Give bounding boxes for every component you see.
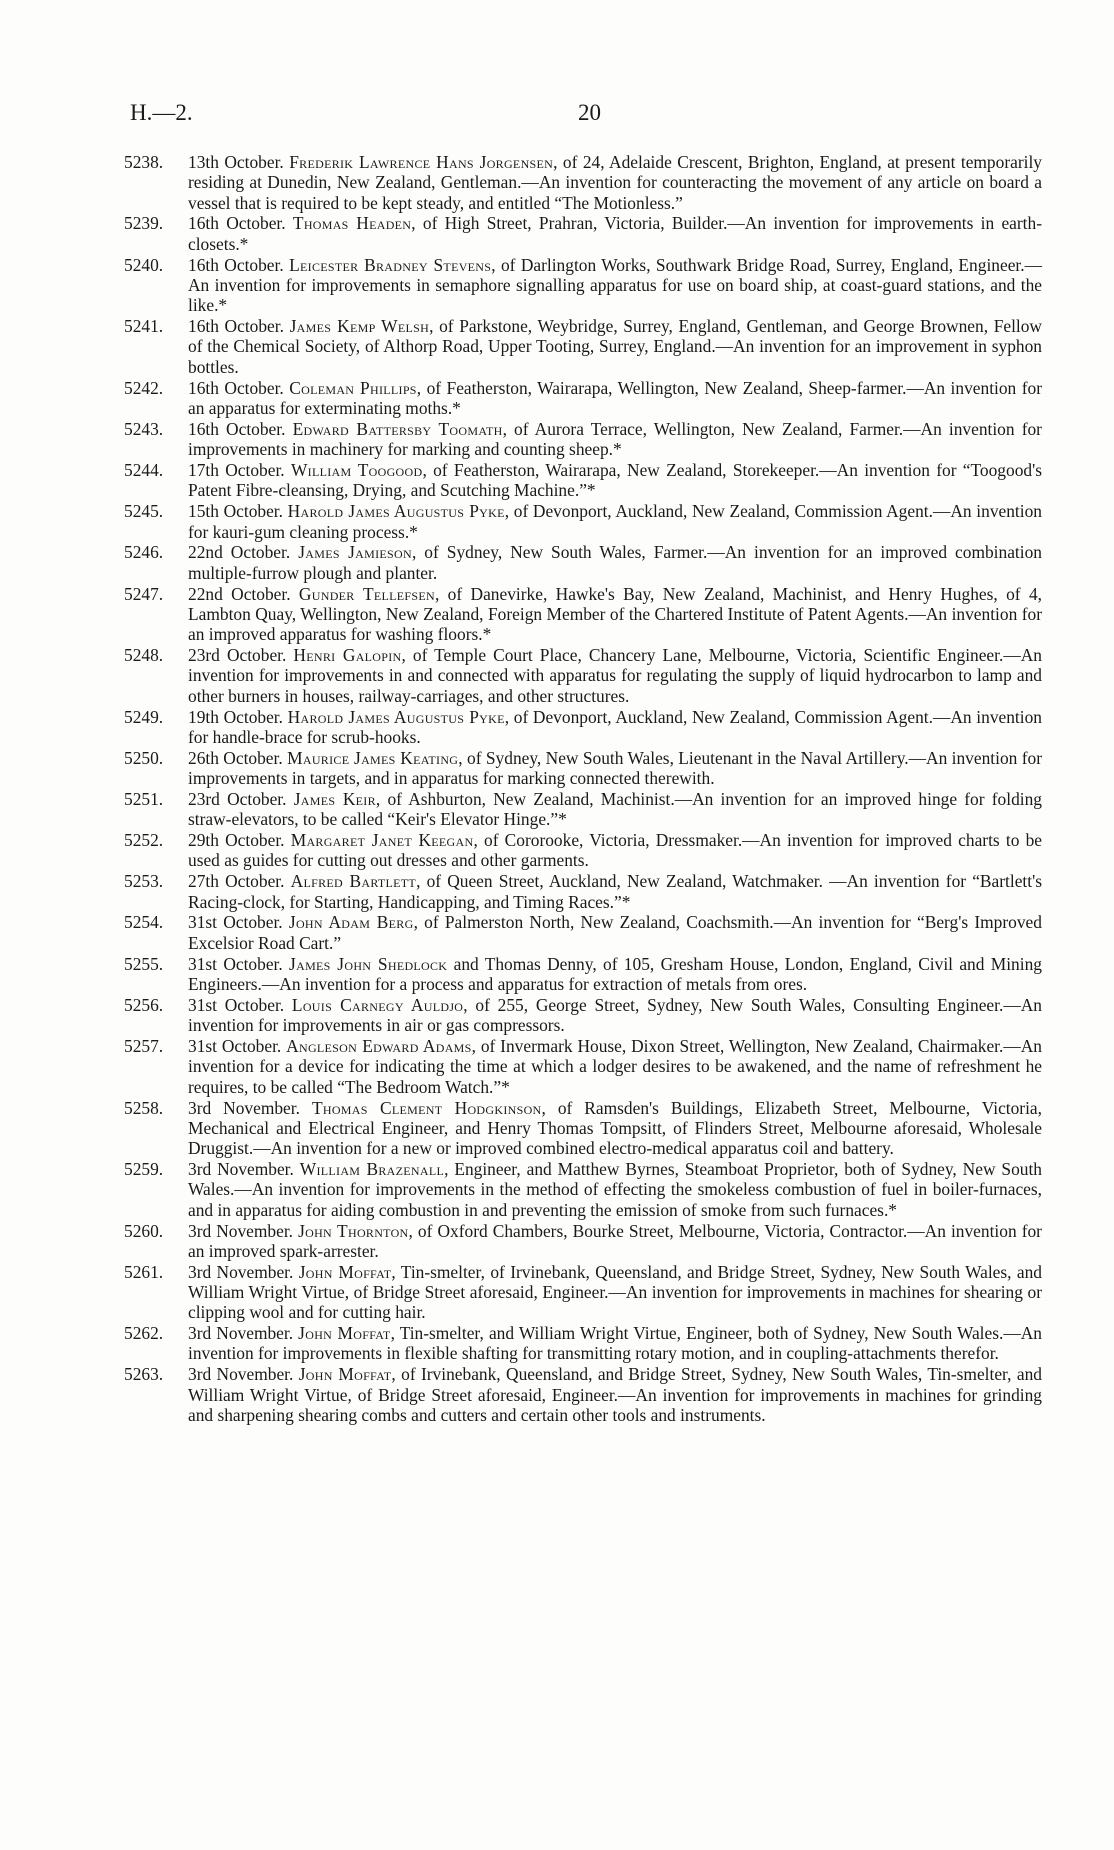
entry-description: , of Invermark House, Dixon Street, Wellington, New Zealand, Chairmaker.—An invention for a device for indicating the time at which a lodger desires to be awakened, and the name of refreshment he requires, to be called “The Bedroom Watch.”* xyxy=(188,1036,1042,1097)
entry-description: , of Devonport, Auckland, New Zealand, Commission Agent.—An invention for handle-brace for scrub-hooks. xyxy=(188,706,1042,747)
entry-description: , of Featherston, Wairarapa, Wellington, New Zealand, Sheep-farmer.—An invention for an apparatus for exterminating moths.* xyxy=(188,377,1042,418)
patent-entry xyxy=(124,501,1042,542)
entry-date: 31st October. xyxy=(188,1036,282,1057)
entry-date: 23rd October. xyxy=(188,645,287,666)
entry-number: 5241. xyxy=(124,316,164,337)
patent-entry xyxy=(124,912,1042,953)
entry-number: 5248. xyxy=(124,645,164,666)
document-reference: H.—2. xyxy=(130,100,193,125)
entry-date: 29th October. xyxy=(188,830,285,851)
entry-applicant: James John Shedlock xyxy=(289,953,448,974)
entry-date: 31st October. xyxy=(188,953,283,974)
entry-number: 5239. xyxy=(124,213,164,234)
entry-date: 3rd November. xyxy=(188,1261,294,1282)
entry-number: 5251. xyxy=(124,788,164,809)
entry-date: 16th October. xyxy=(188,316,284,337)
entry-applicant: William Brazenall xyxy=(299,1159,445,1180)
entry-applicant: John Thornton xyxy=(298,1220,409,1241)
entry-description: , of Queen Street, Auckland, New Zealand, Watchmaker. —An invention for “Bartlett's Racing-clock, for Starting, Handicapping, and Timing Races.”* xyxy=(188,871,1042,912)
entry-description: , of Featherston, Wairarapa, New Zealand, Storekeeper.—An invention for “Toogood's Patent Fibre-cleansing, Drying, and Scutching Machine.”* xyxy=(188,460,1042,501)
entry-date: 3rd November. xyxy=(188,1323,294,1344)
entry-number: 5259. xyxy=(124,1159,164,1180)
entry-applicant: James Kemp Welsh xyxy=(289,316,430,337)
entry-applicant: Alfred Bartlett xyxy=(290,871,417,892)
entry-number: 5247. xyxy=(124,583,164,604)
entry-date: 22nd October. xyxy=(188,542,291,563)
entry-description: , of High Street, Prahran, Victoria, Builder.—An invention for improvements in earth-closets.* xyxy=(188,213,1042,254)
entry-applicant: Frederik Lawrence Hans Jorgensen xyxy=(289,152,554,172)
entry-description: and Thomas Denny, of 105, Gresham House, London, England, Civil and Mining Engineers.—An invention for a process and apparatus for extraction of metals from ores. xyxy=(188,953,1042,994)
entry-date: 19th October. xyxy=(188,706,283,727)
entry-applicant: Maurice James Keating xyxy=(287,747,459,768)
entry-description: , of Aurora Terrace, Wellington, New Zealand, Farmer.—An invention for improvements in machinery for marking and counting sheep.* xyxy=(188,418,1042,460)
patent-entry xyxy=(124,378,1042,419)
entry-number: 5252. xyxy=(124,830,164,851)
entry-number: 5250. xyxy=(124,747,164,768)
patent-entry xyxy=(124,1323,1042,1364)
patent-entry xyxy=(124,419,1042,460)
entry-description: , of Ashburton, New Zealand, Machinist.—An invention for an improved hinge for folding straw-elevators, to be called “Keir's Elevator Hinge.”* xyxy=(188,788,1042,830)
entry-applicant: John Moffat xyxy=(298,1364,392,1385)
entry-description: , of Palmerston North, New Zealand, Coachsmith.—An invention for “Berg's Improved Excelsior Road Cart.” xyxy=(188,912,1042,953)
entry-description: , of Irvinebank, Queensland, and Bridge Street, Sydney, New South Wales, Tin-smelter, and William Wright Virtue, of Bridge Street aforesaid, Engineer.—An invention for improvements in machines for grinding and sharpening shearing combs and cutters and certain other tools and instruments. xyxy=(188,1364,1042,1425)
entry-date: 3rd November. xyxy=(188,1364,294,1385)
entry-number: 5257. xyxy=(124,1036,164,1057)
patent-entry xyxy=(124,748,1042,789)
entry-date: 16th October. xyxy=(188,254,284,275)
entry-date: 22nd October. xyxy=(188,583,291,604)
entry-number: 5249. xyxy=(124,706,164,727)
entry-description: , of Darlington Works, Southwark Bridge Road, Surrey, England, Engineer.—An invention for improvements in semaphore signalling apparatus for use on board ship, at coast-guard stations, and the like.* xyxy=(188,254,1042,316)
entry-date: 3rd November. xyxy=(188,1159,294,1180)
patent-entry xyxy=(124,1221,1042,1262)
entry-description: , of 255, George Street, Sydney, New South Wales, Consulting Engineer.—An invention for improvements in air or gas compressors. xyxy=(188,994,1042,1036)
entry-applicant: Margaret Janet Keegan xyxy=(290,830,474,851)
entry-date: 31st October. xyxy=(188,994,285,1015)
patent-entry xyxy=(124,645,1042,706)
patent-entry xyxy=(124,830,1042,871)
entry-applicant: James Keir xyxy=(293,788,376,809)
entry-description: , of 24, Adelaide Crescent, Brighton, England, at present temporarily residing at Dunedin, New Zealand, Gentleman.—An invention for counteracting the movement of any article on board a vessel that is required to be kept steady, and entitled “The Motionless.” xyxy=(188,152,1042,213)
entry-date: 15th October. xyxy=(188,501,283,522)
entry-applicant: Angleson Edward Adams xyxy=(286,1036,472,1057)
entry-applicant: Coleman Phillips xyxy=(289,377,417,398)
patent-entry xyxy=(124,316,1042,377)
patent-entry xyxy=(124,213,1042,254)
entry-number: 5261. xyxy=(124,1261,164,1282)
entry-description: , of Cororooke, Victoria, Dressmaker.—An invention for improved charts to be used as guides for cutting out dresses and other garments. xyxy=(188,830,1042,871)
entry-description: , of Sydney, New South Wales, Farmer.—An invention for an improved combination multiple-furrow plough and planter. xyxy=(188,542,1042,583)
entry-applicant: Edward Battersby Toomath xyxy=(292,418,503,439)
entry-number: 5263. xyxy=(124,1364,164,1385)
entry-number: 5245. xyxy=(124,501,164,522)
entry-number: 5244. xyxy=(124,460,164,481)
entry-description: , of Ramsden's Buildings, Elizabeth Street, Melbourne, Victoria, Mechanical and Electrical Engineer, and Henry Thomas Tompsitt, of Flinders Street, Melbourne aforesaid, Wholesale Druggist.—An invention for a new or improved combined electro-medical apparatus coil and battery. xyxy=(188,1097,1042,1159)
patent-entry xyxy=(124,1364,1042,1425)
entry-date: 13th October. xyxy=(188,152,284,172)
entry-number: 5258. xyxy=(124,1097,164,1118)
entry-description: , of Devonport, Auckland, New Zealand, Commission Agent.—An invention for kauri-gum cleaning process.* xyxy=(188,501,1042,542)
entry-number: 5262. xyxy=(124,1323,164,1344)
patent-entry xyxy=(124,255,1042,316)
entry-description: , of Danevirke, Hawke's Bay, New Zealand, Machinist, and Henry Hughes, of 4, Lambton Quay, Wellington, New Zealand, Foreign Member of the Chartered Institute of Patent Agents.—An invention for an improved apparatus for washing floors.* xyxy=(188,583,1042,645)
entry-applicant: Henri Galopin xyxy=(293,645,402,666)
entry-applicant: John Adam Berg xyxy=(288,912,414,933)
patent-entry xyxy=(124,584,1042,645)
patent-entry xyxy=(124,1036,1042,1097)
entry-applicant: John Moffat xyxy=(298,1323,391,1344)
entry-number: 5255. xyxy=(124,953,164,974)
entry-description: , of Sydney, New South Wales, Lieutenant in the Naval Artillery.—An invention for improvements in targets, and in apparatus for marking connected therewith. xyxy=(188,747,1042,789)
entry-applicant: Thomas Clement Hodgkinson xyxy=(311,1097,542,1118)
entry-description: , of Oxford Chambers, Bourke Street, Melbourne, Victoria, Contractor.—An invention for an improved spark-arrester. xyxy=(188,1220,1042,1261)
entry-applicant: John Moffat xyxy=(298,1261,392,1282)
entry-applicant: Gunder Tellefsen xyxy=(298,583,435,604)
entry-date: 23rd October. xyxy=(188,788,287,809)
entry-number: 5246. xyxy=(124,542,164,563)
entry-number: 5260. xyxy=(124,1220,164,1241)
entry-date: 27th October. xyxy=(188,871,285,892)
patent-entry xyxy=(124,1262,1042,1323)
page-number: 20 xyxy=(578,100,601,125)
entry-description: , of Temple Court Place, Chancery Lane, Melbourne, Victoria, Scientific Engineer.—An invention for improvements in and connected with apparatus for regulating the supply of liquid hydrocarbon to lamp and other burners in houses, railway-carriages, and other structures. xyxy=(188,645,1042,706)
entry-date: 16th October. xyxy=(188,213,286,234)
entry-date: 3rd November. xyxy=(188,1097,300,1118)
entry-applicant: Harold James Augustus Pyke xyxy=(287,501,505,522)
entry-number: 5240. xyxy=(124,254,164,275)
patent-entry xyxy=(124,542,1042,583)
entry-description: , Tin-smelter, and William Wright Virtue, Engineer, both of Sydney, New South Wales.—An invention for improvements in flexible shafting for transmitting rotary motion, and in coupling-attachments therefor. xyxy=(188,1323,1042,1364)
entry-number: 5254. xyxy=(124,912,164,933)
entry-date: 31st October. xyxy=(188,912,283,933)
entry-applicant: Harold James Augustus Pyke xyxy=(287,706,505,727)
entry-number: 5242. xyxy=(124,377,164,398)
entry-description: , Engineer, and Matthew Byrnes, Steamboat Proprietor, both of Sydney, New South Wales.—An invention for improvements in the method of effecting the smokeless combustion of fuel in boiler-furnaces, and in apparatus for aiding combustion in and preventing the emission of smoke from such furnaces.* xyxy=(188,1159,1042,1220)
patent-entry xyxy=(124,1159,1042,1220)
entry-date: 3rd November. xyxy=(188,1220,294,1241)
entry-number: 5253. xyxy=(124,871,164,892)
entry-applicant: Thomas Headen xyxy=(292,213,412,234)
patent-entry xyxy=(124,460,1042,501)
entry-applicant: Leicester Bradney Stevens xyxy=(289,254,492,275)
entry-date: 16th October. xyxy=(188,377,284,398)
entry-number: 5243. xyxy=(124,418,164,439)
patent-entry xyxy=(124,995,1042,1036)
entry-applicant: Louis Carnegy Auldjo xyxy=(291,994,464,1015)
patent-entry xyxy=(124,954,1042,995)
entry-number: 5256. xyxy=(124,994,164,1015)
entry-description: , Tin-smelter, of Irvinebank, Queensland, and Bridge Street, Sydney, New South Wales, and William Wright Virtue, of Bridge Street aforesaid, Engineer.—An invention for improvements in machines for shearing or clipping wool and for cutting hair. xyxy=(188,1261,1042,1323)
entry-description: , of Parkstone, Weybridge, Surrey, England, Gentleman, and George Brownen, Fellow of the Chemical Society, of Althorp Road, Upper Tooting, Surrey, England.—An invention for an improvement in syphon bottles. xyxy=(188,316,1042,377)
entry-applicant: William Toogood xyxy=(290,460,423,481)
patent-entry xyxy=(124,152,1042,213)
entry-date: 26th October. xyxy=(188,747,283,768)
patent-entry xyxy=(124,789,1042,830)
patent-entry xyxy=(124,1098,1042,1159)
entry-applicant: James Jamieson xyxy=(298,542,412,563)
patent-entries-list xyxy=(124,152,1042,1426)
patent-entry xyxy=(124,871,1042,912)
entry-date: 17th October. xyxy=(188,460,285,481)
entry-date: 16th October. xyxy=(188,418,286,439)
patent-entry xyxy=(124,707,1042,748)
entry-number: 5238. xyxy=(124,152,164,172)
